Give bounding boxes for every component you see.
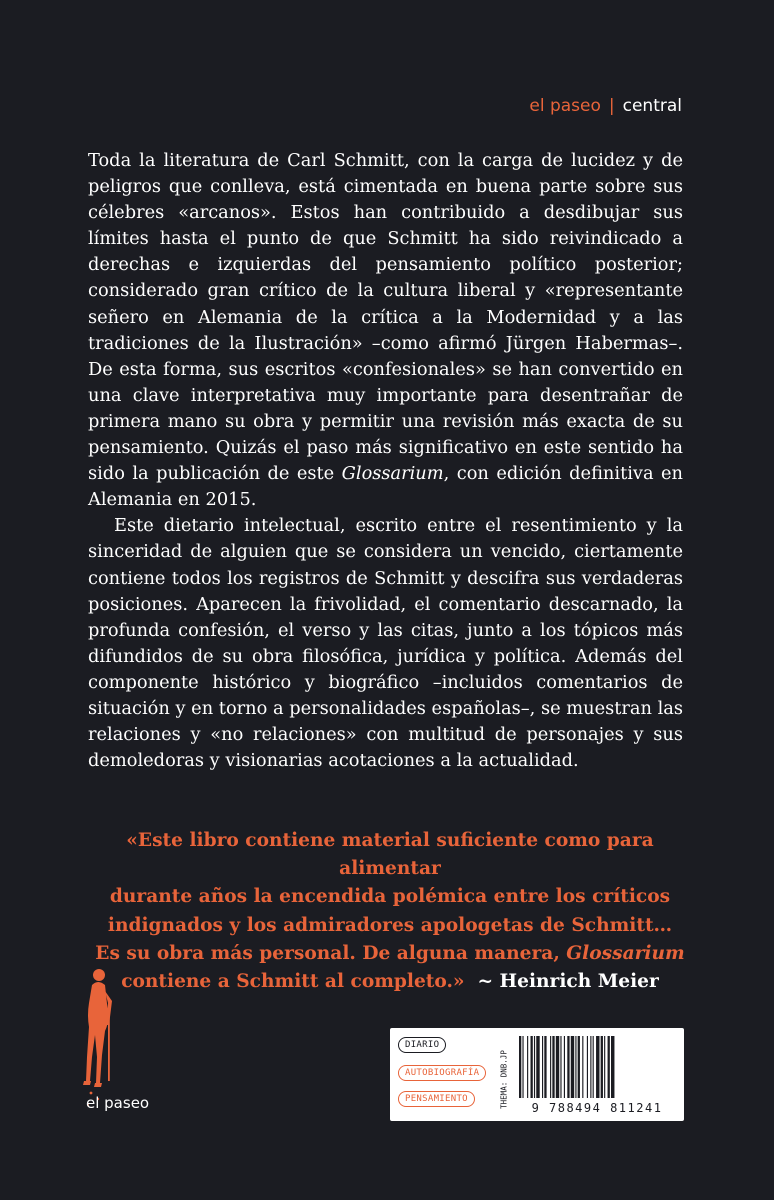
- barcode-bar: [542, 1036, 543, 1098]
- pull-quote: [80, 827, 700, 996]
- barcode-bar: [531, 1036, 533, 1098]
- barcode-bar: [567, 1036, 569, 1098]
- barcode-panel: [390, 1028, 684, 1121]
- barcode-bar: [560, 1036, 561, 1098]
- barcode-bar: [611, 1036, 614, 1098]
- quote-line-text: contiene a Schmitt al completo.»: [121, 971, 465, 993]
- isbn-number: 9 788494 811241: [531, 1101, 663, 1115]
- blurb-paragraph-2: Este dietario intelectual, escrito entre el resentimiento y la sinceridad de alguien que se considera un vencido, ciertamente contiene todos los registros de Schmitt y descifra sus verdaderas posiciones. Aparecen la frivolidad, el comentario descarnado, la profunda confesión, el verso y las citas, junto a los tópicos más difundidos de su obra filosófica, jurídica y política. Además del componente histórico y biográfico –incluidos comentarios de situación y en torno a personalidades españolas–, se muestran las relaciones y «no relaciones» con multitud de personajes y sus demoledoras y visionarias acotaciones a la actualidad.: [88, 515, 683, 772]
- barcode-bar: [544, 1036, 546, 1098]
- barcode-bar: [536, 1036, 539, 1098]
- paragraph-1-text: Toda la literatura de Carl Schmitt, con la carga de lucidez y de peligros que conlleva, está cimentada en buena parte sobre sus célebres «arcanos». Estos han contribuido a desdibujar sus límites hasta el punto de que Schmitt ha sido reivindicado a derechas e izquierdas del pensamiento político posterior; considerado gran crítico de la cultura liberal y «representante señero en Alemania de la crítica a la Modernidad y a las tradiciones de la Ilustración» –como afirmó Jürgen Habermas–. De esta forma, sus escritos «confesionales» se han convertido en una clave interpretativa muy importante para desentrañar de primera mano su obra y permitir una revisión más exacta de su pensamiento. Quizás el paso más significativo en este sentido ha sido la publicación de este: [88, 150, 683, 485]
- paragraph-1-end: , con edición definitiva en Alemania en 2015.: [88, 463, 683, 511]
- barcode-bar: [527, 1036, 528, 1098]
- barcode-bar: [534, 1036, 535, 1098]
- book-title: Glossarium: [341, 463, 444, 485]
- genre-tag: PENSAMIENTO: [398, 1091, 475, 1107]
- barcode-bar: [552, 1036, 554, 1098]
- quote-line: [80, 940, 700, 968]
- barcode-bar: [578, 1036, 580, 1098]
- barcode-bar: [571, 1036, 574, 1098]
- barcode-bar: [550, 1036, 551, 1098]
- barcode-bar: [564, 1036, 565, 1098]
- genre-tag: DIARIO: [398, 1037, 446, 1053]
- thema-code: THEMA: DNB.JP: [499, 1050, 509, 1109]
- logo-label: el paseo: [86, 1094, 150, 1112]
- barcode-bar: [593, 1036, 594, 1098]
- walking-man-logo-icon: [78, 965, 118, 1115]
- quote-line: «Este libro contiene material suficiente como para alimentar: [126, 830, 654, 880]
- barcode-bar: [582, 1036, 583, 1098]
- imprint-brand: el paseo: [529, 96, 601, 116]
- barcode-bar: [596, 1036, 599, 1098]
- barcode-bar: [587, 1036, 588, 1098]
- blurb-paragraph-1: [88, 148, 683, 513]
- barcode-bar: [590, 1036, 591, 1098]
- imprint-series: central: [622, 96, 682, 116]
- blurb-text: [88, 148, 683, 774]
- quote-author: ~ Heinrich Meier: [477, 971, 659, 993]
- quote-line: durante años la encendida polémica entre los críticos: [109, 886, 671, 908]
- barcode-bar: [601, 1036, 603, 1098]
- barcode-bar: [575, 1036, 576, 1098]
- barcode-bar: [522, 1036, 523, 1098]
- barcode-bar: [608, 1036, 610, 1098]
- quote-line: indignados y los admiradores apologetas de Schmitt…: [107, 914, 673, 936]
- quote-line-text: Es su obra más personal. De alguna manera,: [95, 942, 567, 964]
- barcode-bar: [556, 1036, 559, 1098]
- barcode-bar: [519, 1036, 521, 1098]
- barcode-icon: [517, 1036, 677, 1098]
- imprint: [529, 96, 682, 116]
- genre-tag: AUTOBIOGRAFÍA: [398, 1065, 486, 1081]
- imprint-separator: |: [608, 96, 615, 116]
- quote-line: [80, 968, 700, 996]
- quote-book-title: Glossarium: [566, 942, 685, 964]
- barcode-bar: [604, 1036, 605, 1098]
